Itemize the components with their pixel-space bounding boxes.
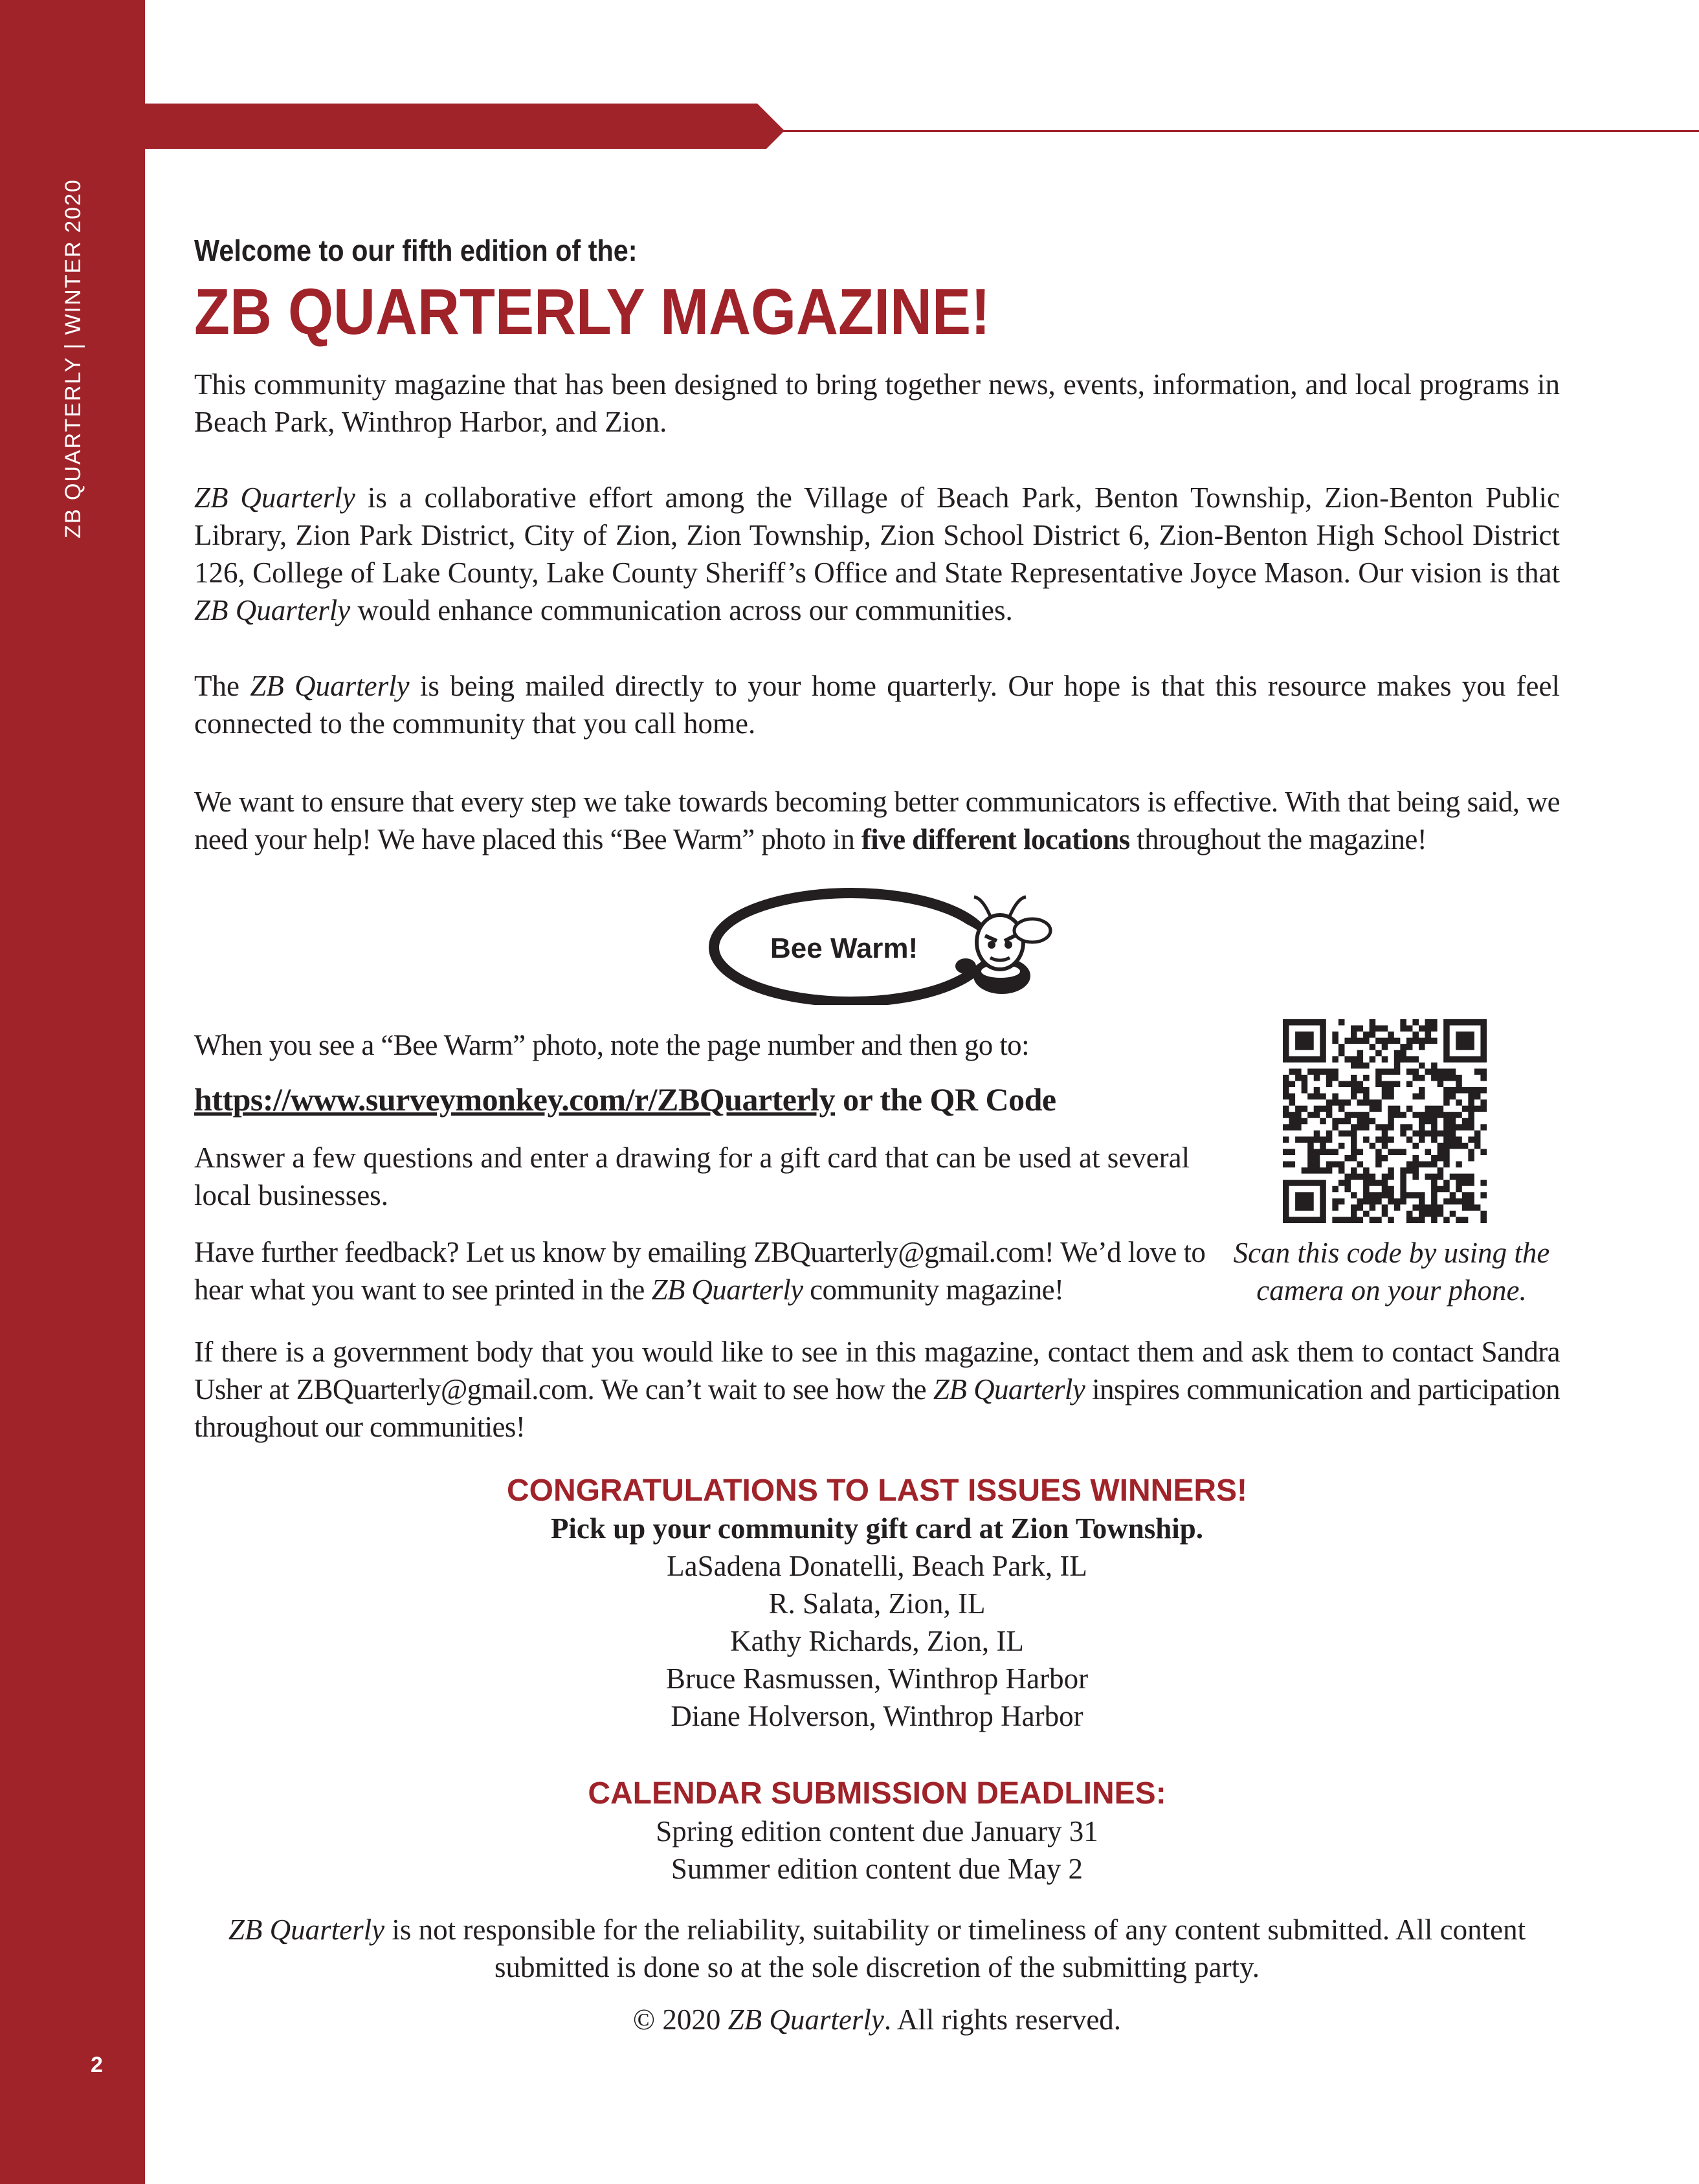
disclaimer-text: is not responsible for the reliability, suitability or timeliness of any content submitted. All content submitted is done so at the sole discretion of the submitting party. bbox=[384, 1914, 1526, 1983]
welcome-line: Welcome to our fifth edition of the: bbox=[194, 234, 638, 267]
paragraph-text: The bbox=[194, 670, 250, 702]
paragraph-text: throughout the magazine! bbox=[1129, 823, 1427, 855]
copyright bbox=[194, 2001, 1560, 2038]
paragraph-text: inspires communication and participation throughout our communities! bbox=[194, 1373, 1560, 1443]
paragraph-text: is being mailed directly to your home quarterly. Our hope is that this resource makes you feel connected to the community that you call home. bbox=[194, 670, 1560, 740]
collaboration-paragraph bbox=[194, 479, 1560, 629]
pickup-note: Pick up your community gift card at Zion Township. bbox=[550, 1512, 1204, 1545]
page-number: 2 bbox=[91, 2053, 103, 2077]
qr-finder-pattern bbox=[1286, 1183, 1323, 1220]
deadlines-section bbox=[194, 1775, 1560, 1888]
qr-finder-pattern bbox=[1447, 1022, 1483, 1059]
banner-rule bbox=[757, 130, 1699, 132]
paragraph-text: If there is a government body that you would like to see in this magazine, contact them and ask them to contact Sandra Usher at ZBQuarterly@gmail.com. We can’t wait to see how the bbox=[194, 1336, 1560, 1406]
summer-deadline: Summer edition content due May 2 bbox=[671, 1853, 1083, 1885]
mailing-paragraph bbox=[194, 667, 1560, 742]
top-banner bbox=[0, 97, 1699, 149]
emphasis: five different locations bbox=[861, 823, 1130, 855]
government-paragraph bbox=[194, 1333, 1560, 1446]
winner-name: LaSadena Donatelli, Beach Park, IL bbox=[667, 1550, 1087, 1582]
running-head: ZB QUARTERLY | WINTER 2020 bbox=[61, 179, 85, 538]
paragraph-text: would enhance communication across our communities. bbox=[350, 594, 1013, 626]
copyright-symbol: © 2020 bbox=[632, 2003, 728, 2036]
paragraph-text: is a collaborative effort among the Village of Beach Park, Benton Township, Zion-Benton Public Library, Zion Park District, City of Zion, Zion Township, Zion School District 6, Zion-Benton High School District 126, College of Lake County, Lake County Sheriff’s Office and State Representative Joyce Mason. Our vision is that bbox=[194, 481, 1560, 589]
survey-answer: Answer a few questions and enter a drawing for a gift card that can be used at several local businesses. bbox=[194, 1142, 1190, 1211]
winner-name: Kathy Richards, Zion, IL bbox=[730, 1625, 1024, 1657]
feedback-paragraph bbox=[194, 1233, 1230, 1308]
magazine-name: ZB Quarterly bbox=[933, 1373, 1085, 1406]
magazine-name: ZB Quarterly bbox=[651, 1274, 803, 1306]
disclaimer bbox=[194, 1911, 1560, 1986]
magazine-name: ZB Quarterly bbox=[194, 594, 351, 626]
winners-heading: CONGRATULATIONS TO LAST ISSUES WINNERS! bbox=[506, 1473, 1247, 1508]
banner-arrow bbox=[145, 104, 784, 149]
survey-instruction: When you see a “Bee Warm” photo, note the page number and then go to: bbox=[194, 1029, 1029, 1061]
winner-name: R. Salata, Zion, IL bbox=[768, 1587, 986, 1620]
copyright-text: . All rights reserved. bbox=[883, 2003, 1122, 2036]
magazine-name: ZB Quarterly bbox=[250, 670, 410, 702]
survey-link-line bbox=[194, 1081, 1230, 1118]
magazine-name: ZB Quarterly bbox=[727, 2003, 884, 2036]
help-paragraph bbox=[194, 783, 1560, 858]
intro-paragraph: This community magazine that has been designed to bring together news, events, information, and local programs in Beach Park, Winthrop Harbor, and Zion. bbox=[194, 368, 1560, 438]
page-title: ZB QUARTERLY MAGAZINE! bbox=[194, 276, 991, 348]
qr-finder-pattern bbox=[1286, 1022, 1323, 1059]
paragraph-text: community magazine! bbox=[803, 1274, 1064, 1306]
winners-section bbox=[194, 1472, 1560, 1735]
logo-text: Bee Warm! bbox=[770, 932, 918, 964]
winner-name: Diane Holverson, Winthrop Harbor bbox=[671, 1700, 1083, 1732]
survey-link-suffix: or the QR Code bbox=[835, 1081, 1056, 1118]
deadlines-heading: CALENDAR SUBMISSION DEADLINES: bbox=[588, 1776, 1166, 1811]
bee-warm-logo bbox=[705, 885, 1055, 1005]
spring-deadline: Spring edition content due January 31 bbox=[656, 1815, 1098, 1848]
paragraph-text: We want to ensure that every step we take towards becoming better communicators is effective. With that being said, we need your help! We have placed this “Bee Warm” photo in bbox=[194, 786, 1560, 855]
qr-caption: Scan this code by using the camera on your phone. bbox=[1233, 1237, 1550, 1307]
paragraph-text: Have further feedback? Let us know by emailing ZBQuarterly@gmail.com! We’d love to hear what you want to see printed in the bbox=[194, 1236, 1206, 1306]
winner-name: Bruce Rasmussen, Winthrop Harbor bbox=[665, 1662, 1089, 1695]
magazine-name: ZB Quarterly bbox=[194, 481, 355, 514]
survey-link[interactable]: https://www.surveymonkey.com/r/ZBQuarterly bbox=[194, 1081, 836, 1118]
magazine-name: ZB Quarterly bbox=[228, 1914, 385, 1946]
qr-code[interactable] bbox=[1283, 1019, 1487, 1223]
